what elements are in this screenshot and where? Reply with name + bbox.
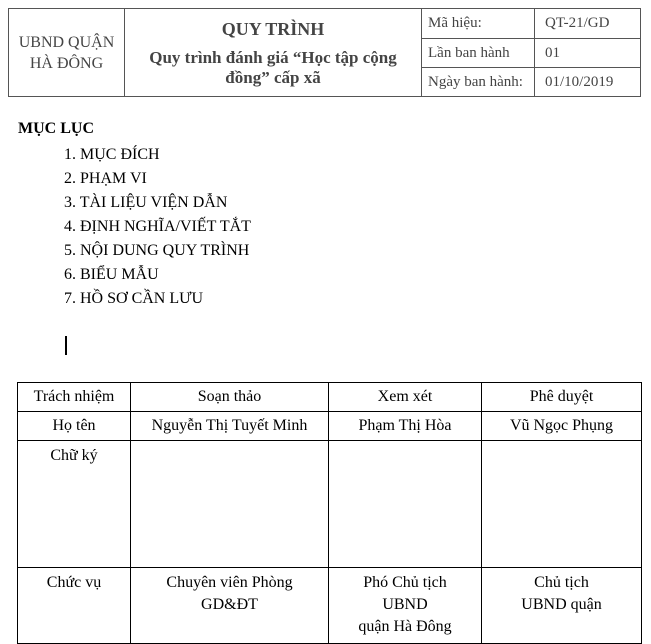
approver-name: Vũ Ngọc Phụng xyxy=(482,412,642,441)
issue-label: Lần ban hành xyxy=(422,39,535,68)
text-cursor xyxy=(65,336,67,355)
approval-position-row xyxy=(18,568,642,644)
document-type: QUY TRÌNH xyxy=(221,18,325,39)
issue-date-label: Ngày ban hành: xyxy=(422,68,535,97)
approval-table xyxy=(17,382,642,644)
toc-item-records: 7. HỒ SƠ CẦN LƯU xyxy=(64,290,204,307)
toc-item-references: 3. TÀI LIỆU VIỆN DẪN xyxy=(64,194,228,211)
approver-position-line-1: Chủ tịch xyxy=(534,574,589,591)
organization-cell xyxy=(9,9,125,97)
approval-signature-row xyxy=(18,441,642,568)
reviewer-name: Phạm Thị Hòa xyxy=(329,412,482,441)
toc-item-procedure: 5. NỘI DUNG QUY TRÌNH xyxy=(64,242,250,259)
header-drafted: Soạn thảo xyxy=(131,383,329,412)
toc-item-forms: 6. BIỂU MẪU xyxy=(64,266,159,283)
title-cell xyxy=(125,9,422,97)
toc-list xyxy=(64,143,251,311)
approver-position xyxy=(482,568,642,644)
drafter-position-line-1: Chuyên viên Phòng xyxy=(166,574,293,591)
toc-item-definitions: 4. ĐỊNH NGHĨA/VIẾT TẮT xyxy=(64,218,251,235)
issue-date-value: 01/10/2019 xyxy=(535,68,641,97)
approver-position-line-2: UBND quận xyxy=(521,596,602,613)
approver-signature xyxy=(482,441,642,568)
toc-item-scope: 2. PHẠM VI xyxy=(64,170,147,187)
organization-line-1: UBND QUẬN xyxy=(18,33,115,51)
name-label: Họ tên xyxy=(18,412,131,441)
reviewer-position-line-2: UBND xyxy=(382,596,428,613)
drafter-position-line-2: GD&ĐT xyxy=(201,596,258,613)
document-title-line-1: Quy trình đánh giá “Học tập cộng xyxy=(149,47,397,67)
code-label: Mã hiệu: xyxy=(422,9,535,39)
toc-item-purpose: 1. MỤC ĐÍCH xyxy=(64,146,160,163)
reviewer-position-line-1: Phó Chủ tịch xyxy=(363,574,447,591)
reviewer-signature xyxy=(329,441,482,568)
document-title-line-2: đồng” cấp xã xyxy=(225,67,321,87)
drafter-position xyxy=(131,568,329,644)
header-reviewed: Xem xét xyxy=(329,383,482,412)
approval-name-row xyxy=(18,412,642,441)
reviewer-position-line-3: quận Hà Đông xyxy=(358,618,452,635)
approval-header-row xyxy=(18,383,642,412)
drafter-name: Nguyễn Thị Tuyết Minh xyxy=(131,412,329,441)
organization-line-2: HÀ ĐÔNG xyxy=(29,54,104,72)
position-label: Chức vụ xyxy=(18,568,131,644)
toc-title: MỤC LỤC xyxy=(18,120,94,137)
issue-value: 01 xyxy=(535,39,641,68)
header-approved: Phê duyệt xyxy=(482,383,642,412)
reviewer-position xyxy=(329,568,482,644)
drafter-signature xyxy=(131,441,329,568)
document-header xyxy=(8,8,641,97)
code-value: QT-21/GD xyxy=(535,9,641,39)
signature-label: Chữ ký xyxy=(18,441,131,568)
header-responsibility: Trách nhiệm xyxy=(18,383,131,412)
